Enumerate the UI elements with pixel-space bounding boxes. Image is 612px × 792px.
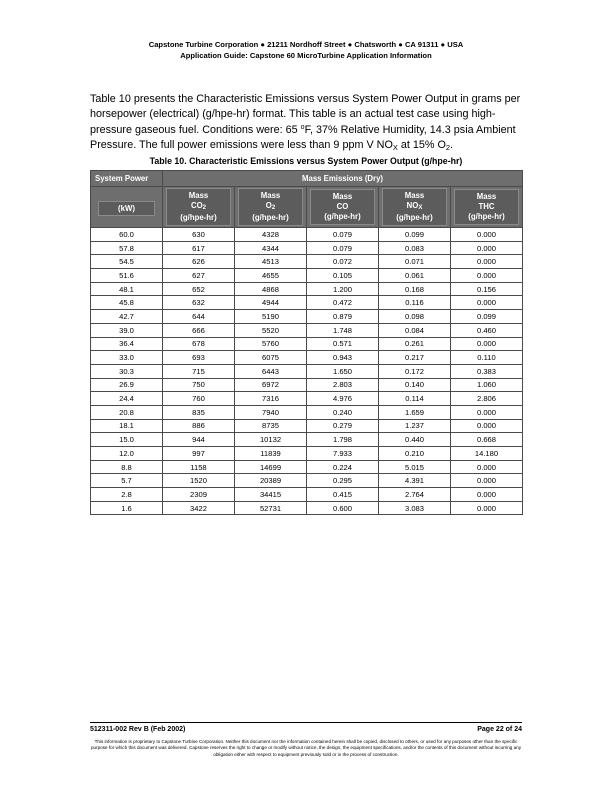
table-row	[91, 255, 523, 269]
table-cell: 0.000	[451, 474, 523, 488]
table-cell: 30.3	[91, 364, 163, 378]
table-cell: 630	[163, 228, 235, 242]
table-cell: 33.0	[91, 351, 163, 365]
table-cell: 1.748	[307, 323, 379, 337]
table-cell: 1158	[163, 460, 235, 474]
table-cell: 0.000	[451, 488, 523, 502]
table-cell: 8.8	[91, 460, 163, 474]
table-cell: 0.472	[307, 296, 379, 310]
column-header-thc: Mass THC (g/hpe-hr)	[451, 187, 523, 228]
table-cell: 4868	[235, 282, 307, 296]
table-cell: 7316	[235, 392, 307, 406]
table-cell: 7.933	[307, 447, 379, 461]
table-cell: 0.571	[307, 337, 379, 351]
table-cell: 42.7	[91, 310, 163, 324]
table-row	[91, 378, 523, 392]
table-cell: 627	[163, 269, 235, 283]
column-header-co: Mass CO (g/hpe-hr)	[307, 187, 379, 228]
table-cell: 6075	[235, 351, 307, 365]
page-header	[0, 39, 612, 61]
table-row	[91, 337, 523, 351]
table-cell: 5.015	[379, 460, 451, 474]
table-cell: 997	[163, 447, 235, 461]
table-cell: 1.237	[379, 419, 451, 433]
table-cell: 6972	[235, 378, 307, 392]
table-cell: 12.0	[91, 447, 163, 461]
table-cell: 0.084	[379, 323, 451, 337]
application-guide-title: Application Guide: Capstone 60 MicroTurbine Application Information	[180, 51, 432, 60]
table-cell: 3422	[163, 501, 235, 515]
table-cell: 0.210	[379, 447, 451, 461]
table-row	[91, 310, 523, 324]
table-cell: 760	[163, 392, 235, 406]
table-group-header-row	[91, 171, 523, 187]
table-cell: 0.600	[307, 501, 379, 515]
table-cell: 0.000	[451, 405, 523, 419]
table-row	[91, 241, 523, 255]
table-cell: 0.000	[451, 228, 523, 242]
table-cell: 5.7	[91, 474, 163, 488]
table-cell: 0.000	[451, 296, 523, 310]
table-cell: 0.261	[379, 337, 451, 351]
table-cell: 8735	[235, 419, 307, 433]
column-header-co2: Mass $CO_2$ (g/hpe-hr)	[163, 187, 235, 228]
table-cell: 26.9	[91, 378, 163, 392]
table-cell: 0.114	[379, 392, 451, 406]
column-header-o2: Mass $O_2$ (g/hpe-hr)	[235, 187, 307, 228]
table-cell: 2.806	[451, 392, 523, 406]
table-cell: 11839	[235, 447, 307, 461]
table-cell: 715	[163, 364, 235, 378]
table-cell: 14699	[235, 460, 307, 474]
table-cell: 0.224	[307, 460, 379, 474]
page-number: Page 22 of 24	[477, 726, 522, 733]
table-cell: 0.156	[451, 282, 523, 296]
table-row	[91, 488, 523, 502]
table-cell: 4328	[235, 228, 307, 242]
table-cell: 6443	[235, 364, 307, 378]
table-cell: 45.8	[91, 296, 163, 310]
intro-paragraph: Table 10 presents the Characteristic Emissions versus System Power Output in grams per horsepower (electrical) (g/hpe-hr) format. This table is an actual test case using high-pressure gaseous fuel. Conditions were: 65 $^o$F, 37% Relative Humidity, 14.3 psia Ambient Pressure. The full power emissions were less than 9 ppm V $NO_X$ at 15% $O_2$.	[90, 93, 521, 152]
table-cell: 4.976	[307, 392, 379, 406]
table-cell: 1.659	[379, 405, 451, 419]
table-body	[91, 228, 523, 515]
system-power-header: System Power	[91, 171, 163, 187]
table-row	[91, 447, 523, 461]
table-title: Table 10. Characteristic Emissions versus System Power Output (g/hpe-hr)	[149, 156, 463, 166]
table-cell: 693	[163, 351, 235, 365]
table-row	[91, 269, 523, 283]
table-cell: 5520	[235, 323, 307, 337]
table-cell: 0.079	[307, 228, 379, 242]
table-row	[91, 392, 523, 406]
footer-divider	[90, 722, 522, 723]
table-cell: 886	[163, 419, 235, 433]
table-cell: 678	[163, 337, 235, 351]
table-cell: 0.217	[379, 351, 451, 365]
table-cell: 1.650	[307, 364, 379, 378]
table-cell: 0.072	[307, 255, 379, 269]
table-cell: 7940	[235, 405, 307, 419]
table-row	[91, 433, 523, 447]
degree-symbol: o	[300, 124, 305, 131]
document-number: 512311-002 Rev B (Feb 2002)	[90, 726, 186, 733]
table-row	[91, 364, 523, 378]
table-row	[91, 323, 523, 337]
table-cell: 36.4	[91, 337, 163, 351]
table-cell: 0.000	[451, 255, 523, 269]
table-cell: 0.172	[379, 364, 451, 378]
table-cell: 1.060	[451, 378, 523, 392]
table-cell: 20.8	[91, 405, 163, 419]
table-row	[91, 419, 523, 433]
table-cell: 0.415	[307, 488, 379, 502]
table-cell: 750	[163, 378, 235, 392]
table-cell: 0.000	[451, 419, 523, 433]
table-cell: 632	[163, 296, 235, 310]
table-cell: 14.180	[451, 447, 523, 461]
company-address-line: Capstone Turbine Corporation ● 21211 Nordhoff Street ● Chatsworth ● CA 91311 ● USA	[148, 40, 464, 49]
table-cell: 652	[163, 282, 235, 296]
table-cell: 617	[163, 241, 235, 255]
table-cell: 626	[163, 255, 235, 269]
table-cell: 1.6	[91, 501, 163, 515]
table-cell: 39.0	[91, 323, 163, 337]
table-cell: 0.071	[379, 255, 451, 269]
table-cell: 0.000	[451, 241, 523, 255]
table-column-header-row	[91, 187, 523, 228]
table-row	[91, 405, 523, 419]
mass-emissions-header: Mass Emissions (Dry)	[163, 171, 523, 187]
table-cell: 0.140	[379, 378, 451, 392]
table-cell: 0.279	[307, 419, 379, 433]
table-cell: 0.061	[379, 269, 451, 283]
table-cell: 0.105	[307, 269, 379, 283]
column-header-nox: Mass $NO_X$ (g/hpe-hr)	[379, 187, 451, 228]
table-cell: 835	[163, 405, 235, 419]
table-cell: 0.000	[451, 269, 523, 283]
table-cell: 0.083	[379, 241, 451, 255]
table-cell: 10132	[235, 433, 307, 447]
table-row	[91, 351, 523, 365]
table-cell: 5190	[235, 310, 307, 324]
table-cell: 4513	[235, 255, 307, 269]
table-cell: 0.099	[379, 228, 451, 242]
table-row	[91, 296, 523, 310]
proprietary-notice: This information is proprietary to Capstone Turbine Corporation. Neither this document nor the information contained herein shall be copied, disclosed to others, or used for any purposes other than the specific purpose for which this document was delivered. Capstone reserves the right to change or modify without notice, the design, the equipment specifications, and/or the contents of this document without incurring any obligation either with respect to equipment previously sold or in the process of construction.	[90, 739, 521, 757]
table-cell: 51.6	[91, 269, 163, 283]
table-cell: 57.8	[91, 241, 163, 255]
table-cell: 0.168	[379, 282, 451, 296]
table-row	[91, 501, 523, 515]
table-cell: 54.5	[91, 255, 163, 269]
table-cell: 944	[163, 433, 235, 447]
table-cell: 0.240	[307, 405, 379, 419]
table-cell: 1520	[163, 474, 235, 488]
table-cell: 0.460	[451, 323, 523, 337]
table-cell: 2309	[163, 488, 235, 502]
table-cell: 0.879	[307, 310, 379, 324]
table-cell: 20389	[235, 474, 307, 488]
table-cell: 0.098	[379, 310, 451, 324]
table-cell: 3.083	[379, 501, 451, 515]
table-cell: 2.764	[379, 488, 451, 502]
table-cell: 0.099	[451, 310, 523, 324]
table-cell: 60.0	[91, 228, 163, 242]
table-cell: 666	[163, 323, 235, 337]
table-cell: 24.4	[91, 392, 163, 406]
table-cell: 0.079	[307, 241, 379, 255]
table-cell: 52731	[235, 501, 307, 515]
table-cell: 34415	[235, 488, 307, 502]
table-cell: 5760	[235, 337, 307, 351]
table-cell: 1.200	[307, 282, 379, 296]
table-cell: 0.943	[307, 351, 379, 365]
table-cell: 644	[163, 310, 235, 324]
table-cell: 0.000	[451, 337, 523, 351]
emissions-table	[90, 170, 523, 515]
table-cell: 2.8	[91, 488, 163, 502]
table-cell: 0.110	[451, 351, 523, 365]
table-cell: 4344	[235, 241, 307, 255]
kw-unit-header: (kW)	[91, 187, 163, 228]
table-row	[91, 282, 523, 296]
table-cell: 15.0	[91, 433, 163, 447]
table-cell: 0.116	[379, 296, 451, 310]
table-cell: 4.391	[379, 474, 451, 488]
table-cell: 2.803	[307, 378, 379, 392]
table-row	[91, 228, 523, 242]
table-row	[91, 460, 523, 474]
table-cell: 0.383	[451, 364, 523, 378]
table-cell: 0.295	[307, 474, 379, 488]
table-cell: 4944	[235, 296, 307, 310]
table-cell: 0.000	[451, 460, 523, 474]
table-row	[91, 474, 523, 488]
table-cell: 4655	[235, 269, 307, 283]
table-cell: 0.000	[451, 501, 523, 515]
table-cell: 0.440	[379, 433, 451, 447]
table-cell: 18.1	[91, 419, 163, 433]
table-cell: 0.668	[451, 433, 523, 447]
table-cell: 48.1	[91, 282, 163, 296]
table-cell: 1.798	[307, 433, 379, 447]
